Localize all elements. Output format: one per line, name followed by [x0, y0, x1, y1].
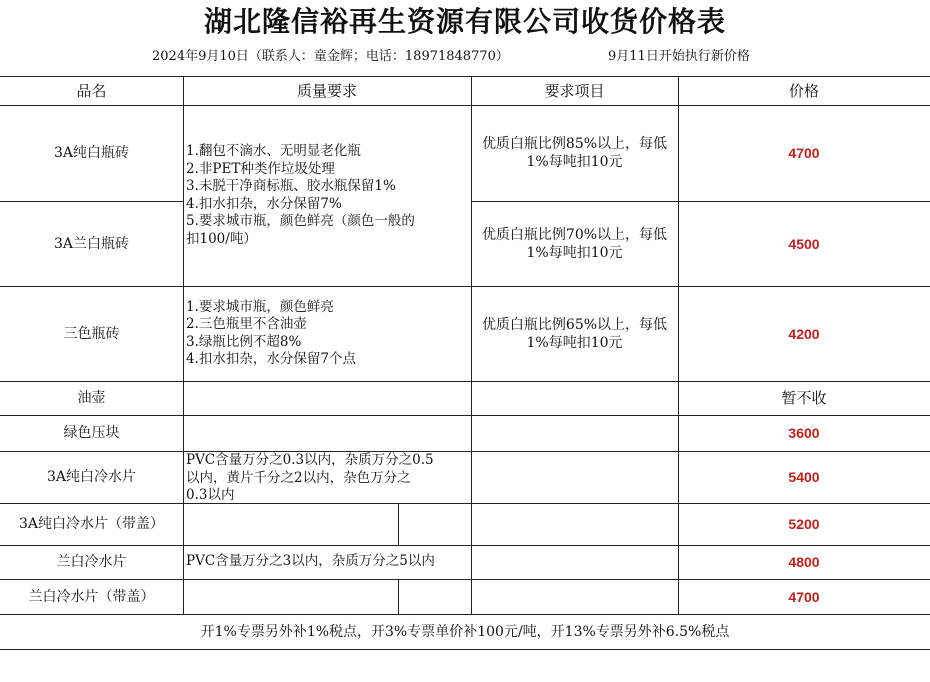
- tax-note: 开1%专票另外补1%税点，开3%专票单价补100元/吨，开13%专票另外补6.5%税点: [200, 623, 730, 640]
- item-name: 三色瓶砖: [63, 325, 120, 342]
- item-price: 3600: [788, 425, 820, 441]
- item-price: 5200: [788, 516, 820, 532]
- quality-tricolor: 1.要求城市瓶，颜色鲜亮 2.三色瓶里不含油壶 3.绿瓶比例不超8% 4.扣水扣杂，水分保留7个点: [186, 298, 356, 367]
- item-name: 3A纯白冷水片（带盖）: [18, 516, 165, 532]
- item-requirement: 优质白瓶比例65%以上，每低 1%每吨扣10元: [481, 316, 668, 351]
- header-requirement: 要求项目: [544, 81, 605, 100]
- item-name: 3A纯白瓶砖: [53, 145, 130, 161]
- grid-line: [398, 579, 399, 614]
- item-price: 4200: [788, 325, 820, 342]
- item-name: 3A兰白瓶砖: [53, 235, 130, 252]
- item-price: 5400: [788, 469, 820, 485]
- item-requirement: 优质白瓶比例85%以上，每低 1%每吨扣10元: [481, 136, 668, 170]
- item-name: 3A纯白冷水片: [46, 469, 137, 485]
- quality-white-flakes: PVC含量万分之0.3以内，杂质万分之0.5 以内，黄片千分之2以内，杂色万分之 0.3以内: [186, 452, 434, 503]
- date-contact: 2024年9月10日（联系人：童金辉；电话：18971848770）: [152, 49, 509, 64]
- item-name: 兰白冷水片: [56, 554, 127, 570]
- header-name: 品名: [76, 81, 107, 100]
- item-price: 4500: [788, 235, 820, 252]
- item-price: 4700: [788, 588, 820, 605]
- item-requirement: 优质白瓶比例70%以上，每低 1%每吨扣10元: [481, 226, 668, 261]
- header-price: 价格: [788, 81, 819, 100]
- header-quality: 质量要求: [296, 81, 357, 100]
- quality-blue-flakes: PVC含量万分之3以内，杂质万分之5以内: [186, 553, 435, 570]
- item-price-status: 暂不收: [781, 389, 827, 407]
- item-name: 绿色压块: [63, 425, 120, 441]
- quality-bottle-bricks: 1.翻包不滴水、无明显老化瓶 2.非PET种类作垃圾处理 3.未脱干净商标瓶、胶水瓶保留1% 4.扣水扣杂，水分保留7% 5.要求城市瓶，颜色鲜亮（颜色一般的 扣100/吨）: [186, 143, 415, 247]
- grid-line: [398, 503, 399, 545]
- item-price: 4800: [788, 554, 820, 570]
- item-name: 兰白冷水片（带盖）: [28, 588, 155, 605]
- item-name: 油壶: [77, 390, 106, 406]
- effective-note: 9月11日开始执行新价格: [608, 49, 750, 64]
- item-price: 4700: [788, 145, 820, 161]
- grid-line: [0, 649, 930, 650]
- sheet-title: 湖北隆信裕再生资源有限公司收货价格表: [203, 5, 726, 38]
